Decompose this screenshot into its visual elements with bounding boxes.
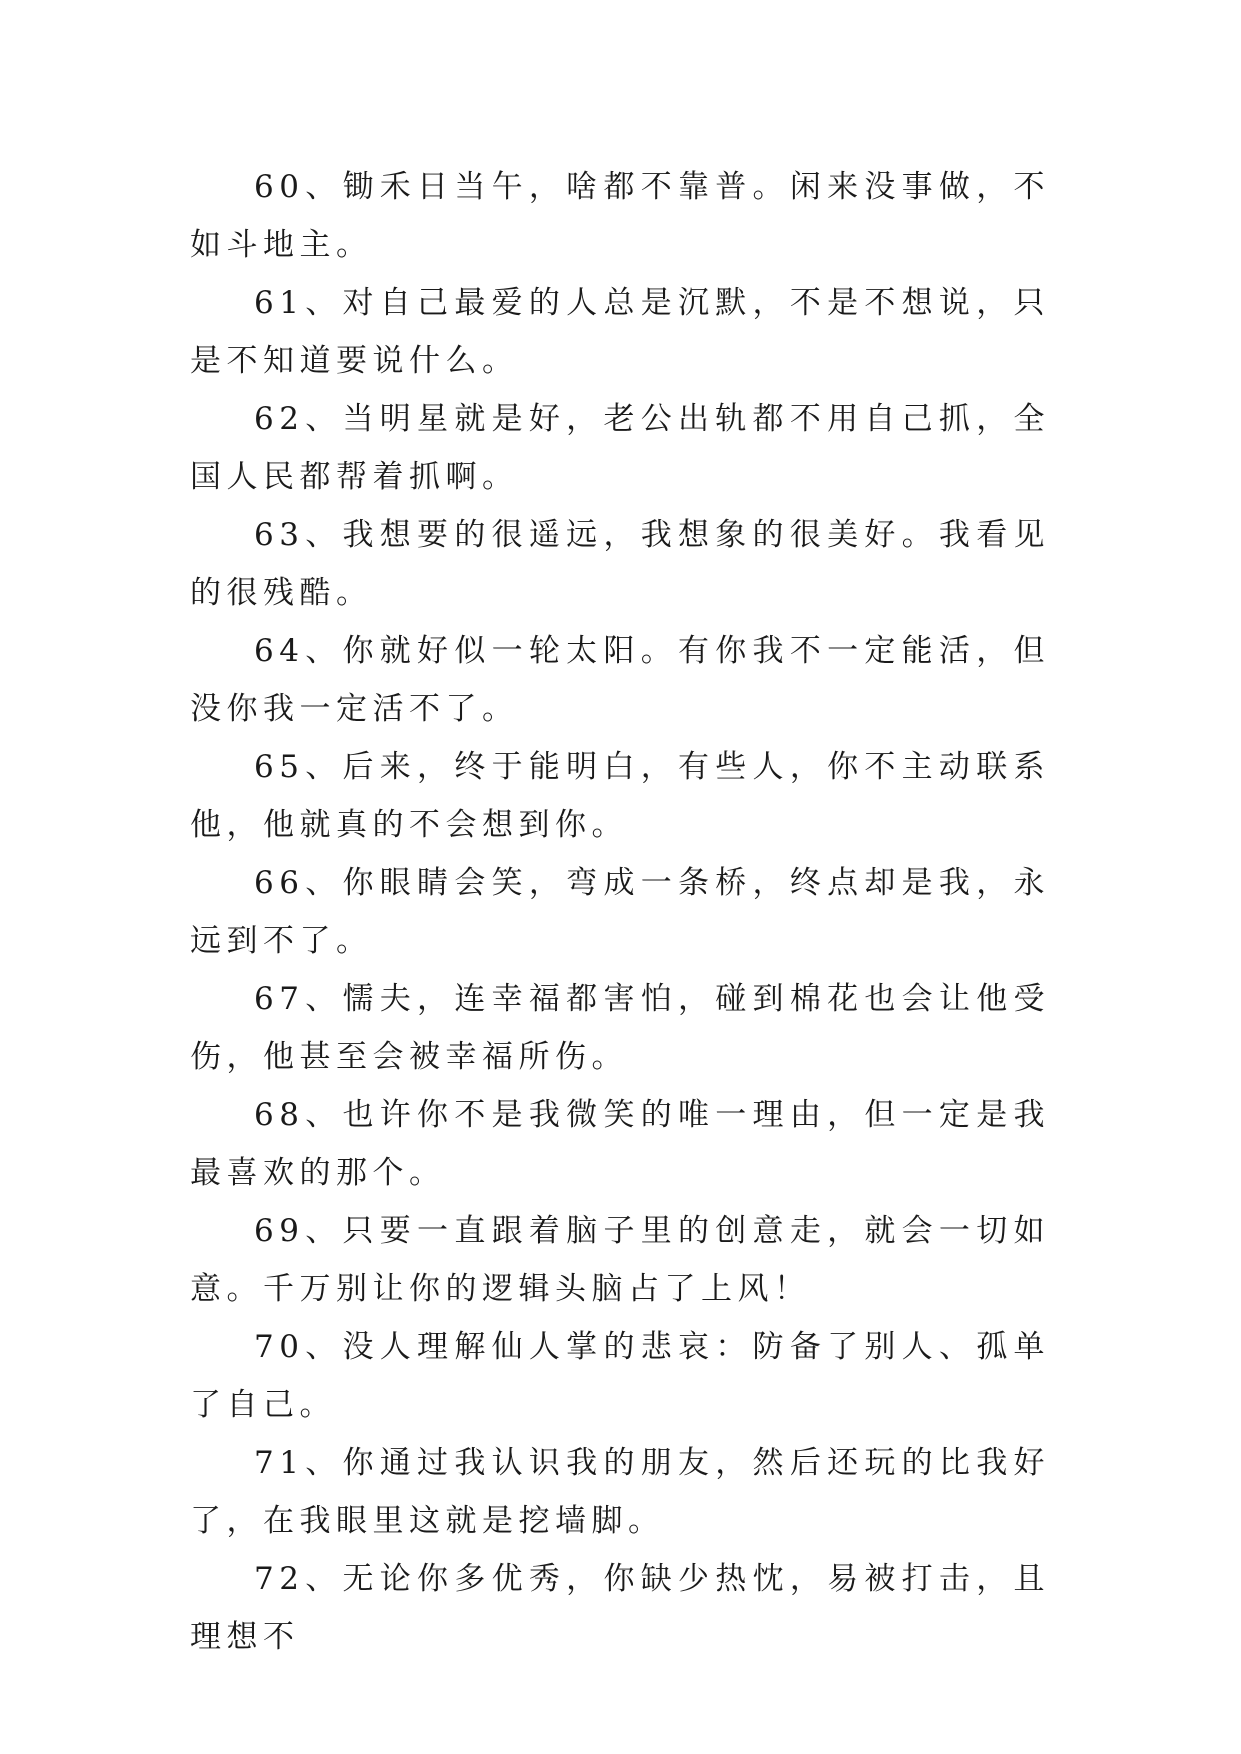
paragraph-60: 60、锄禾日当午，啥都不靠普。闲来没事做，不如斗地主。 [190, 169, 1050, 263]
paragraph-69: 69、只要一直跟着脑子里的创意走，就会一切如意。千万别让你的逻辑头脑占了上风！ [190, 1213, 1050, 1307]
paragraph-64: 64、你就好似一轮太阳。有你我不一定能活，但没你我一定活不了。 [190, 633, 1050, 727]
paragraph-66: 66、你眼睛会笑，弯成一条桥，终点却是我，永远到不了。 [190, 865, 1050, 959]
paragraph-72: 72、无论你多优秀，你缺少热忱，易被打击，且理想不 [190, 1561, 1050, 1655]
document-body [190, 158, 1050, 1666]
paragraph-70: 70、没人理解仙人掌的悲哀：防备了别人、孤单了自己。 [190, 1329, 1050, 1423]
paragraph-71: 71、你通过我认识我的朋友，然后还玩的比我好了，在我眼里这就是挖墙脚。 [190, 1445, 1050, 1539]
paragraph-65: 65、后来，终于能明白，有些人，你不主动联系他，他就真的不会想到你。 [190, 749, 1050, 843]
paragraph-67: 67、懦夫，连幸福都害怕，碰到棉花也会让他受伤，他甚至会被幸福所伤。 [190, 981, 1050, 1075]
paragraph-62: 62、当明星就是好，老公出轨都不用自己抓，全国人民都帮着抓啊。 [190, 401, 1050, 495]
paragraph-61: 61、对自己最爱的人总是沉默，不是不想说，只是不知道要说什么。 [190, 285, 1050, 379]
paragraph-63: 63、我想要的很遥远，我想象的很美好。我看见的很残酷。 [190, 517, 1050, 611]
paragraph-68: 68、也许你不是我微笑的唯一理由，但一定是我最喜欢的那个。 [190, 1097, 1050, 1191]
